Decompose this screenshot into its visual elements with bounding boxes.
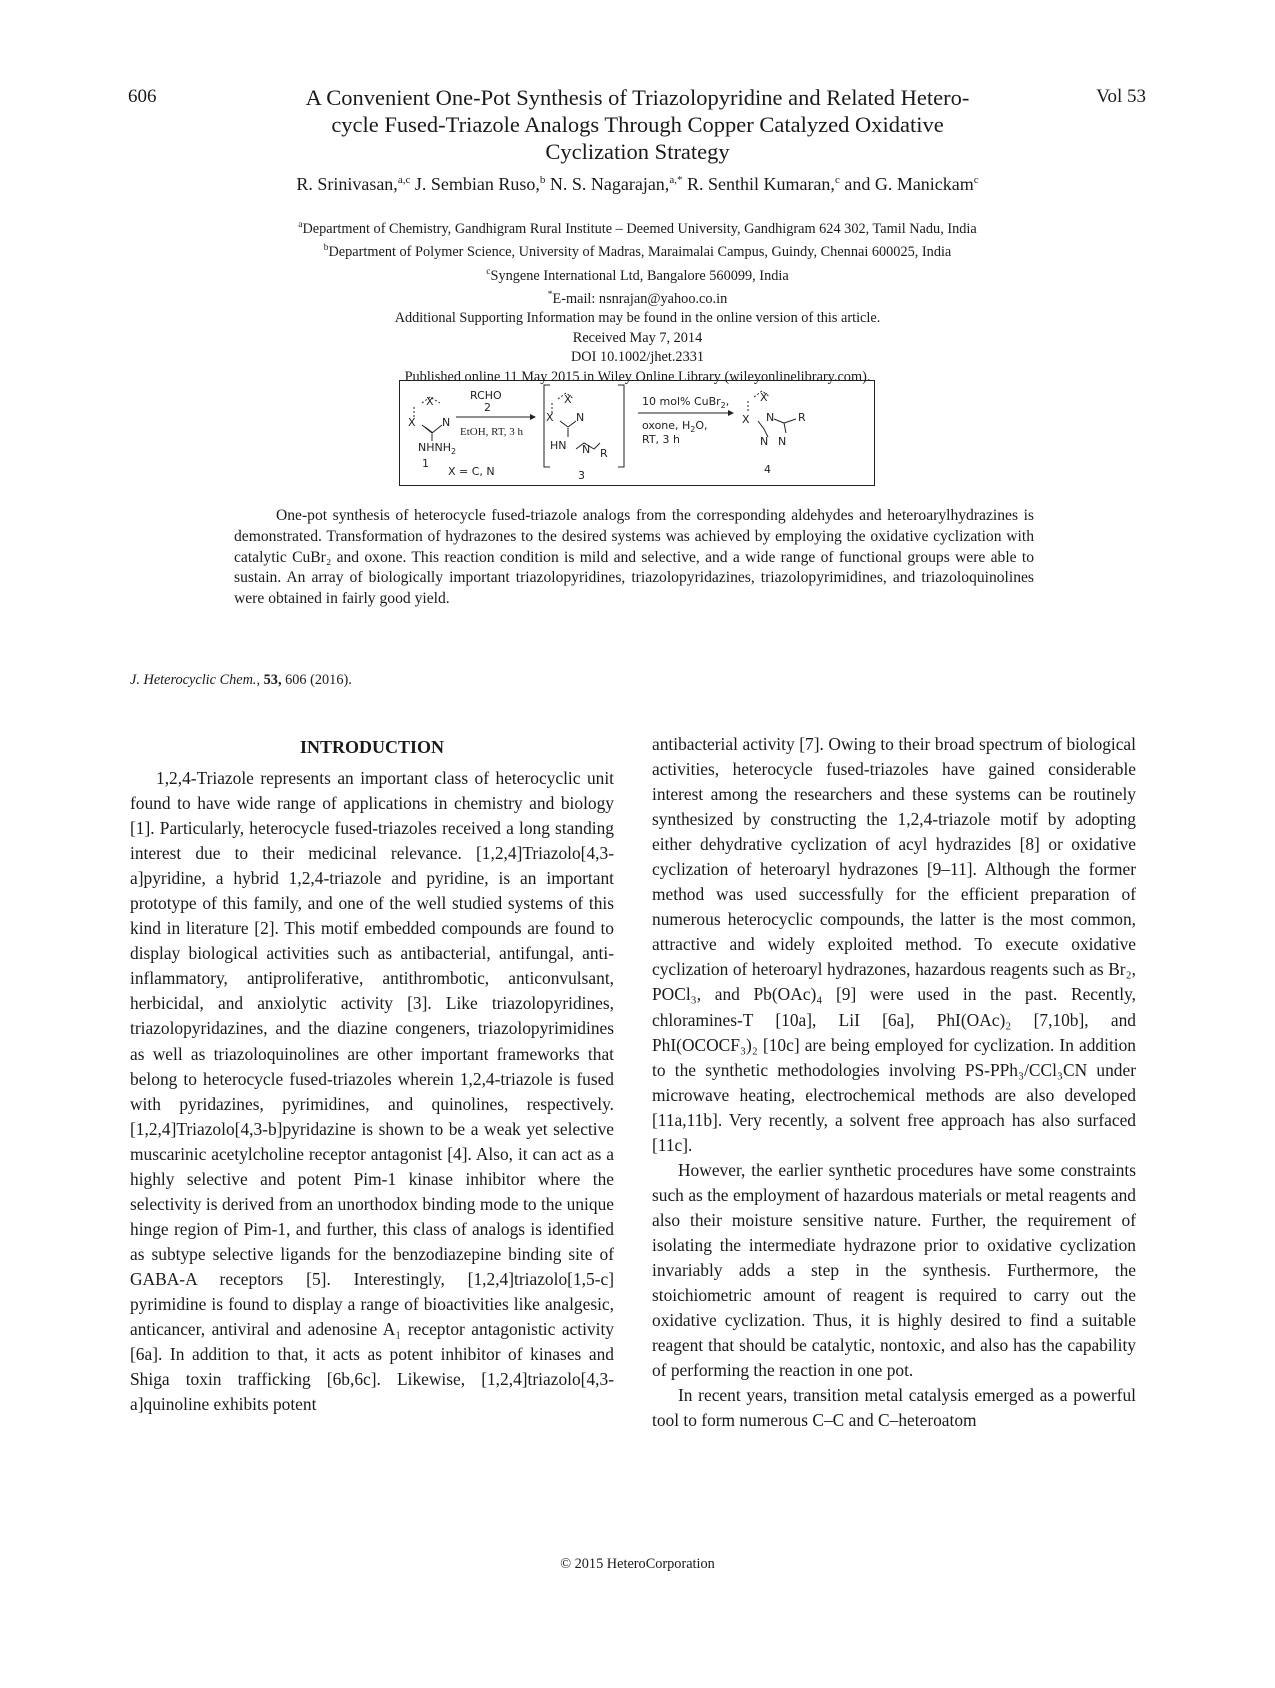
title-line: Cyclization Strategy [545, 139, 730, 164]
author-name: R. Srinivasan, [296, 174, 398, 194]
journal-pages-year: 606 (2016). [281, 672, 352, 688]
title-line: A Convenient One-Pot Synthesis of Triazolopyridine and Related Hetero- [305, 85, 970, 110]
body-paragraph: In recent years, transition metal catalysis emerged as a powerful tool to form numerous C–C and C–heteroatom [652, 1385, 1136, 1431]
left-column [130, 734, 614, 1417]
section-heading: INTRODUCTION [299, 737, 445, 757]
author-name: J. Sembian Ruso, [410, 174, 540, 194]
author-name: N. S. Nagarajan, [545, 174, 670, 194]
atom-label: N [582, 443, 591, 456]
atom-label: X [760, 391, 768, 404]
atom-label: N [760, 435, 769, 448]
body-paragraph: 1,2,4-Triazole represents an important class of heterocyclic unit found to have wide range of applications in chemistry and biology [1]. Particularly, heterocycle fused-triazoles received a long standing interest due to their medicinal relevance. [1,2,4]Triazolo[4,3-a]pyridine, a hybrid 1,2,4-triazole and pyridine, is an important prototype of this family, and one of the well studied systems of this kind in literature [2]. This motif embedded compounds are found to display biological activities such as antibacterial, antifungal, anti-inflammatory, antiproliferative, antithrombotic, anticonvulsant, herbicidal, and anxiolytic activity [3]. Like triazolopyridines, triazolopyridazines, and the diazine congeners, triazolopyrimidines as well as triazoloquinolines are other important frameworks that belong to heterocycle fused-triazoles wherein 1,2,4-triazole is fused with pyridazines, pyrimidines, and quinolines, respectively. [1,2,4]Triazolo[4,3-b]pyridazine is shown to be a weak yet selective muscarinic acetylcholine receptor antagonist [4]. Also, it can act as a highly selective and potent Pim-1 kinase inhibitor where the selectivity is derived from an unorthodox binding mode to the unique hinge region of Pim-1, and further, this class of analogs is identified as subtype selective ligands for the benzodiazepine binding site of GABA-A receptors [5]. Interestingly, [1,2,4]triazolo[1,5-c] pyrimidine is found to display a range of bioactivities like analgesic, anticancer, antiviral and adenosine A₁ receptor antagonistic activity [6a]. In addition to that, it acts as potent inhibitor of kinases and Shiga toxin trafficking [6b,6c]. Likewise, [1,2,4]triazolo[4,3-a]quinoline exhibits potent [130, 768, 614, 1415]
page-number: 606 [128, 86, 157, 107]
author-affiliation-mark: a,c [397, 174, 411, 186]
doi-line: DOI 10.1002/jhet.2331 [570, 349, 705, 366]
affiliation-text: Syngene International Ltd, Bangalore 560099, India [490, 267, 789, 284]
reagent-label: RCHO [470, 389, 502, 402]
author-affiliation-mark: c [973, 174, 979, 186]
reagent-conditions: EtOH, RT, 3 h [460, 426, 523, 438]
author-name: and G. Manickam [839, 174, 974, 194]
affiliation-line [0, 239, 1275, 262]
atom-label: R [600, 447, 608, 460]
atom-label: N [576, 411, 585, 424]
author-name: R. Senthil Kumaran, [682, 174, 835, 194]
reaction-arrow [456, 414, 536, 420]
atom-label: HN [550, 439, 567, 452]
published-online-line: Published online 11 May 2015 in Wiley Online Library (wileyonlinelibrary.com). [404, 368, 871, 385]
oxidant-label: oxone, $H_2O$, [642, 419, 708, 434]
affiliations-block [0, 216, 1275, 387]
affiliation-text: E-mail: nsnrajan@yahoo.co.in [552, 290, 728, 307]
atom-label: N [766, 411, 775, 424]
abstract [234, 506, 1034, 610]
atom-label: N [778, 435, 787, 448]
reaction-arrow [638, 410, 734, 416]
copyright-footer: © 2015 HeteroCorporation [560, 1556, 715, 1572]
affiliation-line [0, 216, 1275, 239]
compound-number: 1 [422, 457, 429, 470]
body-paragraph: antibacterial activity [7]. Owing to their broad spectrum of biological activities, heterocycle fused-triazoles have gained considerable interest among the researchers and these systems can be routinely synthesized by constructing the 1,2,4-triazole motif by adopting either dehydrative cyclization of acyl hydrazides [8] or oxidative cyclization of heteroaryl hydrazones [9–11]. Although the former method was used successfully for the efficient preparation of numerous heterocyclic compounds, the latter is the most common, attractive and widely exploited method. To execute oxidative cyclization of heteroaryl hydrazones, hazardous reagents such as Br₂, POCl₃, and Pb(OAc)₄ [9] were used in the past. Recently, chloramines-T [10a], LiI [6a], PhI(OAc)₂ [7,10b], and PhI(OCOCF₃)₂ [10c] are being employed for cyclization. In addition to the synthetic methodologies involving PS-PPh₃/CCl₃CN under microwave heating, electrochemical methods are also developed [11a,11b]. Very recently, a solvent free approach has also surfaced [11c]. [652, 734, 1136, 1155]
volume-label: Vol 53 [1096, 86, 1146, 107]
reaction-scheme [399, 380, 875, 486]
received-date: Received May 7, 2014 [572, 329, 703, 346]
atom-label: N [442, 416, 451, 429]
author-affiliation-mark: c [834, 174, 840, 186]
affiliation-mark: c [486, 266, 491, 277]
author-affiliation-mark: b [539, 174, 546, 186]
affiliation-mark: a [298, 220, 303, 230]
affiliation-line [0, 263, 1275, 286]
atom-label: X [426, 395, 434, 408]
affiliation-text: Department of Chemistry, Gandhigram Rural Institute – Deemed University, Gandhigram 624 302, Tamil Nadu, India [302, 220, 977, 237]
x-definition: X = C, N [448, 465, 495, 478]
author-list [0, 174, 1275, 195]
substituent-label: $NHNH_2$ [418, 441, 457, 456]
article-title [240, 84, 1035, 165]
reagent-number: 2 [484, 401, 491, 414]
affiliation-mark: * [547, 289, 553, 300]
title-line: cycle Fused-Triazole Analogs Through Copper Catalyzed Oxidative [331, 112, 944, 137]
right-column [652, 732, 1136, 1433]
affiliation-line [0, 286, 1275, 309]
author-affiliation-mark: a,* [669, 174, 683, 186]
atom-label: X [546, 411, 554, 424]
body-paragraph: However, the earlier synthetic procedures have some constraints such as the employment of hazardous materials or metal reagents and also their moisture sensitive nature. Further, the requirement of isolating the intermediate hydrazone prior to oxidative cyclization invariably adds a step in the synthesis. Furthermore, the stoichiometric amount of reagent is required to carry out the oxidative cyclization. Thus, it is highly desired to find a suitable reagent that should be catalytic, nontoxic, and also has the capability of performing the reaction in one pot. [652, 1159, 1136, 1381]
catalyst-label: 10 mol% CuBr$_2$, [642, 395, 730, 410]
atom-label: X [564, 393, 572, 406]
atom-label: X [408, 416, 416, 429]
compound-number: 4 [764, 463, 771, 476]
reaction-time-label: RT, 3 h [642, 433, 681, 446]
abstract-text: One-pot synthesis of heterocycle fused-triazole analogs from the corresponding aldehydes and heteroarylhydrazines is demonstrated. Transformation of hydrazones to the desired systems was achieved by employing the oxidative cyclization with catalytic CuBr₂ and oxone. This reaction condition is mild and selective, and a wide range of functional groups were able to sustain. An array of biologically important triazolopyridines, triazolopyridazines, triazolopyrimidines, and triazoloquinolines were obtained in fairly good yield. [234, 507, 1034, 608]
atom-label: R [798, 411, 806, 424]
affiliation-mark: b [323, 243, 329, 254]
atom-label: X [742, 413, 750, 426]
journal-name: J. Heterocyclic Chem., [130, 672, 261, 688]
supporting-info-note: Additional Supporting Information may be found in the online version of this article. [394, 310, 881, 327]
compound-number: 3 [578, 469, 585, 482]
journal-citation [130, 672, 352, 689]
affiliation-text: Department of Polymer Science, University of Madras, Maraimalai Campus, Guindy, Chennai 600025, India [328, 244, 952, 261]
journal-volume: 53, [263, 672, 282, 688]
